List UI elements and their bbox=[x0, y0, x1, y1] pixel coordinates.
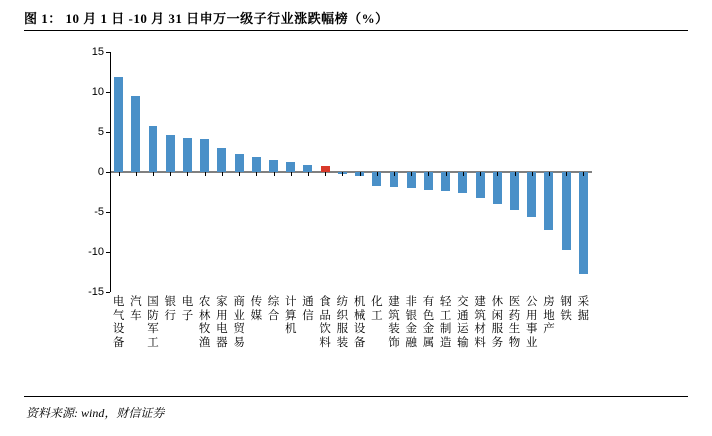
x-axis-tick-mark bbox=[187, 172, 188, 176]
y-axis-tick-mark bbox=[106, 132, 110, 133]
chart-bar bbox=[149, 126, 158, 172]
y-axis-tick-label: -5 bbox=[94, 206, 104, 218]
y-axis-tick-label: 0 bbox=[97, 166, 104, 178]
chart-bar bbox=[183, 138, 192, 172]
x-axis-category-label: 计算机 bbox=[285, 296, 297, 335]
x-axis-category-label: 综合 bbox=[267, 296, 280, 322]
x-axis-category-label: 交通运输 bbox=[457, 296, 469, 349]
x-axis-tick-mark bbox=[342, 172, 343, 176]
x-axis-tick-mark bbox=[308, 172, 309, 176]
x-axis-tick-mark bbox=[153, 172, 154, 176]
x-axis-category-label: 轻工制造 bbox=[439, 296, 452, 349]
y-axis-tick-mark bbox=[106, 172, 110, 173]
x-axis-category-labels bbox=[110, 296, 592, 392]
x-axis-category-label: 采掘 bbox=[577, 296, 590, 322]
x-axis-tick-mark bbox=[274, 172, 275, 176]
x-axis-category-label: 有色金属 bbox=[422, 296, 435, 349]
x-axis-category-label: 农林牧渔 bbox=[198, 296, 211, 349]
x-axis-category-label: 传媒 bbox=[250, 296, 263, 322]
title-divider-bottom bbox=[24, 396, 688, 397]
figure-title: 图 1： 10 月 1 日 -10 月 31 日申万一级子行业涨跌幅榜（%） bbox=[24, 11, 389, 26]
y-axis-tick-label: 5 bbox=[97, 126, 104, 138]
x-axis-category-label: 医药生物 bbox=[508, 296, 521, 349]
chart-axes bbox=[110, 52, 592, 292]
x-axis-tick-mark bbox=[205, 172, 206, 176]
x-axis-tick-mark bbox=[377, 172, 378, 176]
x-axis-category-label: 非银金融 bbox=[405, 296, 417, 349]
x-axis-category-label: 钢铁 bbox=[560, 296, 572, 322]
chart-bar bbox=[166, 135, 175, 172]
chart-bar bbox=[269, 160, 278, 172]
x-axis-category-label: 机械设备 bbox=[353, 296, 366, 349]
y-axis-tick-mark bbox=[106, 252, 110, 253]
x-axis-category-label: 食品饮料 bbox=[319, 296, 331, 349]
x-axis-tick-mark bbox=[583, 172, 584, 176]
chart-bar bbox=[286, 162, 295, 172]
x-axis-tick-mark bbox=[532, 172, 533, 176]
x-axis-category-label: 汽车 bbox=[130, 296, 142, 322]
chart-bar bbox=[579, 172, 588, 274]
chart-bar bbox=[303, 165, 312, 172]
x-axis-tick-mark bbox=[497, 172, 498, 176]
x-axis-category-label: 休闲服务 bbox=[491, 296, 504, 349]
x-axis-category-label: 电子 bbox=[181, 296, 194, 322]
chart-bar bbox=[510, 172, 519, 210]
chart-bar bbox=[200, 139, 209, 172]
x-axis-category-label: 化工 bbox=[371, 296, 383, 322]
x-axis-tick-mark bbox=[256, 172, 257, 176]
x-axis-tick-mark bbox=[549, 172, 550, 176]
x-axis-category-label: 国防军工 bbox=[147, 296, 159, 349]
x-axis-category-label: 银行 bbox=[164, 296, 176, 322]
x-axis-tick-mark bbox=[170, 172, 171, 176]
source-note: 资料来源: wind，财信证券 bbox=[26, 406, 165, 420]
x-axis-tick-mark bbox=[428, 172, 429, 176]
x-axis-category-label: 家用电器 bbox=[216, 296, 228, 349]
chart-bar bbox=[131, 96, 140, 172]
x-axis-category-label: 建筑材料 bbox=[474, 296, 486, 349]
title-divider-top bbox=[24, 30, 688, 31]
x-axis-tick-mark bbox=[411, 172, 412, 176]
x-axis-tick-mark bbox=[480, 172, 481, 176]
y-axis-tick-label: 10 bbox=[91, 86, 104, 98]
y-axis-tick-label: 15 bbox=[91, 46, 104, 58]
y-axis-tick-mark bbox=[106, 212, 110, 213]
x-axis-category-label: 房地产 bbox=[543, 296, 555, 335]
x-axis-category-label: 建筑装饰 bbox=[388, 296, 400, 349]
x-axis-category-label: 电气设备 bbox=[112, 296, 125, 349]
x-axis-tick-mark bbox=[222, 172, 223, 176]
chart-bar bbox=[493, 172, 502, 204]
x-axis-tick-mark bbox=[566, 172, 567, 176]
chart-bar bbox=[114, 77, 123, 172]
chart-bar bbox=[252, 157, 261, 172]
x-axis-tick-mark bbox=[291, 172, 292, 176]
chart-bar bbox=[235, 154, 244, 172]
x-axis-tick-mark bbox=[136, 172, 137, 176]
x-axis-tick-mark bbox=[394, 172, 395, 176]
x-axis-tick-mark bbox=[463, 172, 464, 176]
chart-plot-area bbox=[88, 46, 592, 298]
chart-bar bbox=[527, 172, 536, 217]
x-axis-tick-mark bbox=[515, 172, 516, 176]
y-axis-tick-mark bbox=[106, 92, 110, 93]
x-axis-tick-mark bbox=[446, 172, 447, 176]
x-axis-tick-mark bbox=[325, 172, 326, 176]
x-axis-tick-mark bbox=[239, 172, 240, 176]
x-axis-tick-mark bbox=[119, 172, 120, 176]
y-axis-tick-mark bbox=[106, 52, 110, 53]
chart-bar bbox=[562, 172, 571, 250]
y-axis-tick-label: -10 bbox=[88, 246, 104, 258]
x-axis-tick-mark bbox=[360, 172, 361, 176]
x-axis-category-label: 商业贸易 bbox=[233, 296, 245, 349]
y-axis-tick-mark bbox=[106, 292, 110, 293]
x-axis-category-label: 纺织服装 bbox=[336, 296, 349, 349]
x-axis-category-label: 公用事业 bbox=[526, 296, 538, 349]
x-axis-category-label: 通信 bbox=[302, 296, 314, 322]
chart-bar bbox=[217, 148, 226, 172]
y-axis-tick-label: -15 bbox=[88, 286, 104, 298]
chart-bar bbox=[544, 172, 553, 230]
